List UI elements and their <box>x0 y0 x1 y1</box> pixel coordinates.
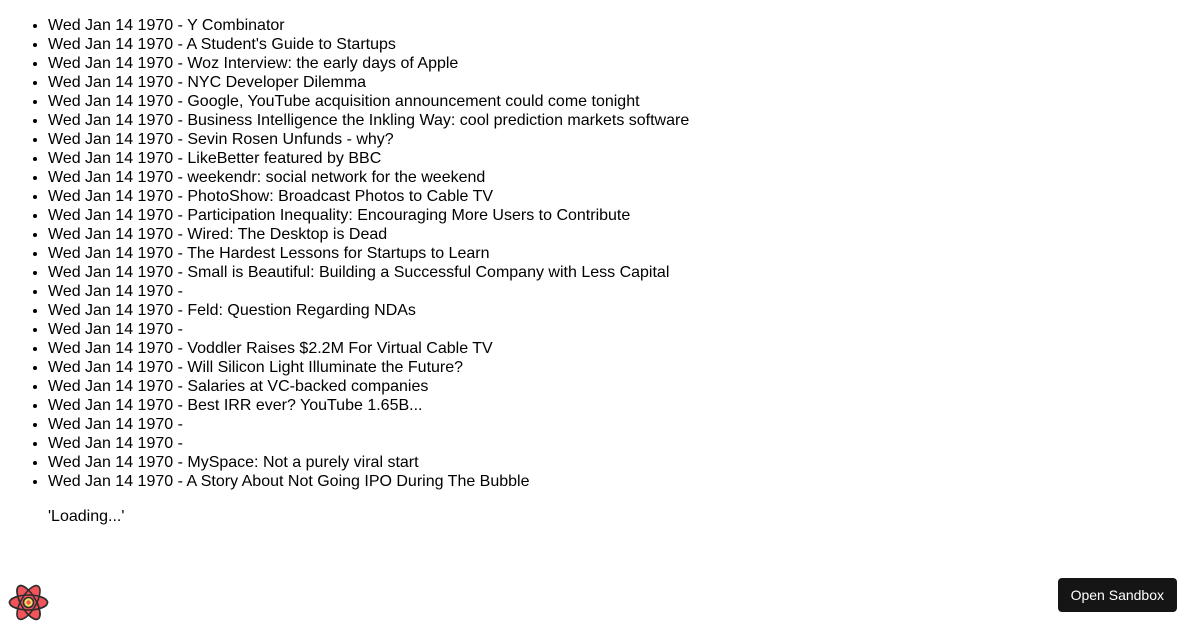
story-date: Wed Jan 14 1970 <box>48 207 174 224</box>
open-sandbox-button[interactable]: Open Sandbox <box>1058 578 1177 612</box>
story-title: Voddler Raises $2.2M For Virtual Cable TV <box>187 340 493 357</box>
story-date: Wed Jan 14 1970 <box>48 169 174 186</box>
story-item <box>48 282 689 301</box>
story-separator: - <box>173 340 188 357</box>
story-item <box>48 396 689 415</box>
story-item <box>48 244 689 263</box>
story-separator: - <box>173 207 188 224</box>
story-item <box>48 111 689 130</box>
story-item <box>48 16 689 35</box>
story-separator: - <box>173 150 188 167</box>
story-title: A Story About Not Going IPO During The Bubble <box>186 473 530 490</box>
story-title: LikeBetter featured by BBC <box>187 150 382 167</box>
story-date: Wed Jan 14 1970 <box>48 359 174 376</box>
story-date: Wed Jan 14 1970 <box>48 74 174 91</box>
story-date: Wed Jan 14 1970 <box>48 283 174 300</box>
story-item <box>48 453 689 472</box>
story-item <box>48 320 689 339</box>
story-date: Wed Jan 14 1970 <box>48 473 174 490</box>
story-title: Salaries at VC-backed companies <box>187 378 429 395</box>
story-date: Wed Jan 14 1970 <box>48 93 174 110</box>
story-date: Wed Jan 14 1970 <box>48 340 174 357</box>
loading-text: 'Loading...' <box>48 508 125 525</box>
story-separator: - <box>173 188 188 205</box>
story-date: Wed Jan 14 1970 <box>48 454 174 471</box>
story-date: Wed Jan 14 1970 <box>48 416 174 433</box>
story-title: NYC Developer Dilemma <box>187 74 367 91</box>
story-date: Wed Jan 14 1970 <box>48 36 174 53</box>
story-title: Will Silicon Light Illuminate the Future? <box>187 359 464 376</box>
story-title: Google, YouTube acquisition announcement could come tonight <box>187 93 640 110</box>
story-date: Wed Jan 14 1970 <box>48 378 174 395</box>
story-item <box>48 187 689 206</box>
story-item <box>48 225 689 244</box>
story-date: Wed Jan 14 1970 <box>48 321 174 338</box>
story-title: PhotoShow: Broadcast Photos to Cable TV <box>187 188 494 205</box>
story-item <box>48 339 689 358</box>
story-item <box>48 206 689 225</box>
story-item <box>48 377 689 396</box>
story-separator: - <box>173 112 188 129</box>
story-item <box>48 168 689 187</box>
story-date: Wed Jan 14 1970 <box>48 17 174 34</box>
react-logo-icon[interactable] <box>8 582 49 623</box>
story-separator: - <box>173 378 188 395</box>
story-separator: - <box>173 397 188 414</box>
story-item <box>48 35 689 54</box>
story-separator: - <box>173 264 188 281</box>
story-title: Feld: Question Regarding NDAs <box>187 302 416 319</box>
story-separator: - <box>173 283 183 300</box>
story-item <box>48 434 689 453</box>
story-title: Best IRR ever? YouTube 1.65B... <box>187 397 423 414</box>
story-separator: - <box>173 55 188 72</box>
story-title: A Student's Guide to Startups <box>186 36 396 53</box>
story-item <box>48 149 689 168</box>
story-date: Wed Jan 14 1970 <box>48 302 174 319</box>
story-date: Wed Jan 14 1970 <box>48 264 174 281</box>
story-title: The Hardest Lessons for Startups to Learn <box>187 245 490 262</box>
story-date: Wed Jan 14 1970 <box>48 112 174 129</box>
story-item <box>48 358 689 377</box>
story-list <box>8 16 689 491</box>
story-item <box>48 73 689 92</box>
story-title: Sevin Rosen Unfunds - why? <box>187 131 394 148</box>
story-date: Wed Jan 14 1970 <box>48 226 174 243</box>
story-title: Participation Inequality: Encouraging More Users to Contribute <box>187 207 631 224</box>
story-title: Y Combinator <box>187 17 285 34</box>
story-separator: - <box>173 169 188 186</box>
story-title: weekendr: social network for the weekend <box>187 169 486 186</box>
story-date: Wed Jan 14 1970 <box>48 245 174 262</box>
story-date: Wed Jan 14 1970 <box>48 131 174 148</box>
story-separator: - <box>173 131 188 148</box>
story-date: Wed Jan 14 1970 <box>48 397 174 414</box>
story-item <box>48 130 689 149</box>
story-separator: - <box>173 321 183 338</box>
story-item <box>48 472 689 491</box>
story-separator: - <box>173 454 188 471</box>
story-title: Small is Beautiful: Building a Successful Company with Less Capital <box>187 264 670 281</box>
story-date: Wed Jan 14 1970 <box>48 150 174 167</box>
story-item <box>48 301 689 320</box>
story-separator: - <box>173 359 188 376</box>
story-separator: - <box>173 245 188 262</box>
story-date: Wed Jan 14 1970 <box>48 188 174 205</box>
story-title: Wired: The Desktop is Dead <box>187 226 388 243</box>
story-separator: - <box>173 36 187 53</box>
story-item <box>48 415 689 434</box>
story-item <box>48 92 689 111</box>
story-item <box>48 263 689 282</box>
story-item <box>48 54 689 73</box>
story-title: MySpace: Not a purely viral start <box>187 454 419 471</box>
story-separator: - <box>173 74 188 91</box>
story-title: Woz Interview: the early days of Apple <box>187 55 459 72</box>
story-separator: - <box>173 17 188 34</box>
story-separator: - <box>173 93 188 110</box>
story-title: Business Intelligence the Inkling Way: cool prediction markets software <box>187 112 690 129</box>
story-separator: - <box>173 435 183 452</box>
story-separator: - <box>173 226 188 243</box>
story-date: Wed Jan 14 1970 <box>48 435 174 452</box>
story-date: Wed Jan 14 1970 <box>48 55 174 72</box>
story-separator: - <box>173 416 183 433</box>
story-separator: - <box>173 302 188 319</box>
story-separator: - <box>173 473 187 490</box>
